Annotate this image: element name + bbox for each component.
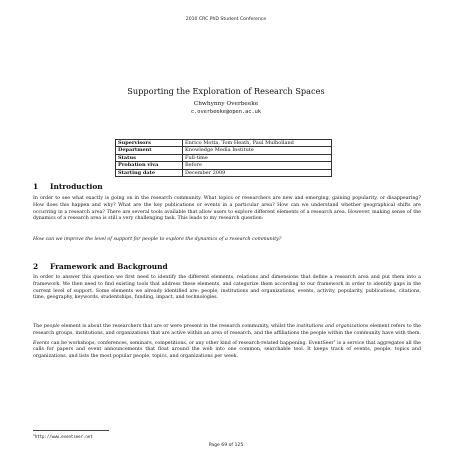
emphasis-people: people bbox=[43, 324, 60, 329]
section-number: 1 bbox=[33, 182, 39, 191]
footnote-text: http://www.eventseer.net bbox=[34, 434, 93, 439]
table-label: Department bbox=[116, 147, 183, 154]
table-row bbox=[116, 147, 332, 154]
paper-title: Supporting the Exploration of Research Spaces bbox=[127, 86, 325, 96]
table-value: December 2009 bbox=[183, 169, 332, 176]
footnote bbox=[33, 433, 93, 439]
author-name: Chwhynny Overbeeke bbox=[193, 101, 259, 107]
table-label: Starting date bbox=[116, 169, 183, 176]
section-title: Introduction bbox=[50, 182, 103, 191]
text-run: can be workshops, conferences, seminars, competitions, or any other kind of research-related happening. EventSeer bbox=[49, 340, 334, 346]
author-email: c.overbeeke@open.ac.uk bbox=[190, 109, 262, 115]
section-title: Framework and Background bbox=[50, 262, 168, 271]
table-label: Status bbox=[116, 154, 183, 161]
table-value: Enrico Motta, Tom Heath, Paul Mulholland bbox=[183, 140, 332, 147]
text-run: element refers to the research groups, institutions, and organizations that are active within an area of research, and the affiliations the people within the community have with them. bbox=[33, 324, 421, 336]
table-row bbox=[116, 169, 332, 176]
page-number: Page 69 of 125 bbox=[208, 443, 244, 448]
people-paragraph bbox=[33, 324, 421, 361]
table-value: Before bbox=[183, 162, 332, 169]
table-value: Knowledge Media Institute bbox=[183, 147, 332, 154]
research-question: How can we improve the level of support for people to explore the dynamics of a research community? bbox=[33, 237, 282, 242]
text-run: element is about the researchers that are or were present in the research community, whilst the bbox=[59, 324, 297, 329]
section-heading-introduction bbox=[33, 182, 103, 191]
table-row bbox=[116, 162, 332, 169]
footnote-marker: 1 bbox=[333, 338, 336, 343]
section-number: 2 bbox=[33, 262, 39, 271]
running-header: 2010 CRC PhD Student Conference bbox=[185, 17, 267, 22]
text-run: is a service that aggregates all the calls for papers and event announcements that float around the web into one common, searchable tool. It keeps track of events, people, topics and organizations, and lists the most popular people, topics, and organizations per week. bbox=[33, 340, 421, 360]
table-value: Full-time bbox=[183, 154, 332, 161]
emphasis-events: Events bbox=[33, 340, 50, 346]
text-run: The bbox=[33, 324, 44, 329]
section-heading-framework bbox=[33, 262, 168, 271]
intro-paragraph: In order to see what exactly is going on in the research community. What topics or researchers are new and emerging, gaining popularity, or disappearing? How does this happen and why? What are the key publications or events in a particular area? How can we understand whether geographical shifts are occurring in a research area? There are several tools available that allow users to explore different elements of a research area. However, making sense of the dynamics of a research area is still a very challenging task. This leads to my research question: bbox=[33, 196, 421, 222]
footnote-rule bbox=[33, 430, 109, 431]
table-row bbox=[116, 154, 332, 161]
emphasis-institutions: institutions and organizations bbox=[296, 324, 369, 329]
footnote-mark: 1 bbox=[33, 433, 35, 437]
table-label: Supervisors bbox=[116, 140, 183, 147]
info-table bbox=[115, 139, 332, 177]
framework-paragraph: In order to answer this question we first need to identify the different elements, relations and dimensions that define a research area and put them into a framework. We then need to find existing tools that address these elements, and categorize them according to our framework in order to identify gaps in the current level of support. Some elements we already identified are: people, institutions and organizations, events, activity, popularity, publications, citations, time, geography, keywords, studentships, funding, impact, and technologies. bbox=[33, 275, 421, 301]
table-row bbox=[116, 140, 332, 147]
table-label: Probation viva bbox=[116, 162, 183, 169]
